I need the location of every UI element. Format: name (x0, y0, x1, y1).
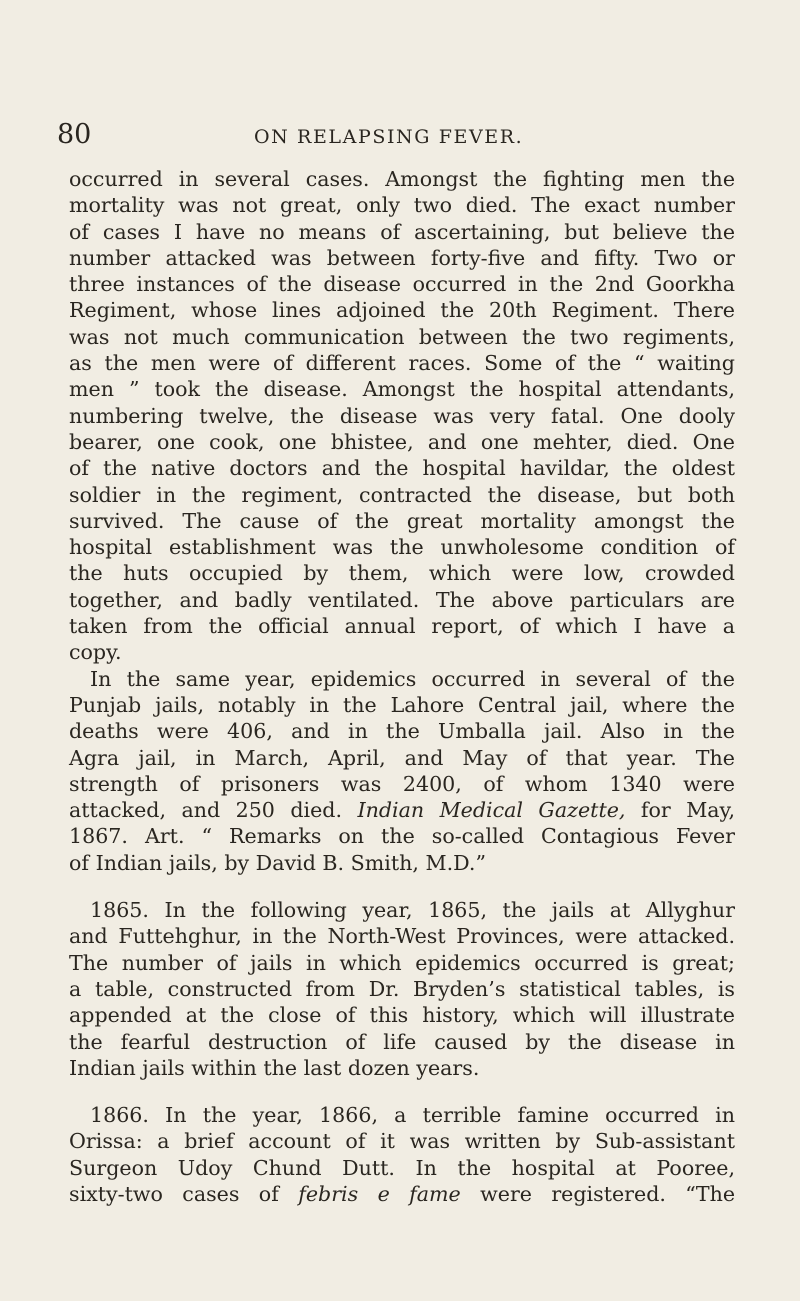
running-head: ON RELAPSING FEVER. (254, 126, 524, 148)
text-line: appended at the close of this history, which will illustrate (69, 1003, 735, 1028)
text-line: hospital establishment was the unwholesome condition of (69, 535, 735, 560)
paragraph-4 (69, 1102, 735, 1207)
text-fragment: for May, (640, 798, 735, 823)
text-line: Indian jails within the last dozen years. (69, 1055, 480, 1080)
text-fragment: were registered. “The (480, 1181, 736, 1206)
text-line: mortality was not great, only two died. The exact number (69, 193, 735, 218)
text-line: men ” took the disease. Amongst the hospital attendants, (69, 377, 735, 402)
text-line: Regiment, whose lines adjoined the 20th Regiment. There (69, 298, 735, 323)
text-line: copy. (69, 640, 122, 665)
text-line: Punjab jails, notably in the Lahore Central jail, where the (69, 692, 735, 717)
text-line: of cases I have no means of ascertaining, but believe the (69, 219, 735, 244)
text-line: Agra jail, in March, April, and May of that year. The (69, 745, 735, 770)
text-line: The number of jails in which epidemics occurred is great; (69, 950, 735, 975)
paragraph-3 (69, 897, 735, 1081)
text-line: three instances of the disease occurred in the 2nd Goorkha (69, 272, 735, 297)
text-fragment: attacked, and 250 died. (69, 798, 343, 823)
body-text (69, 166, 735, 1207)
text-line: numbering twelve, the disease was very fatal. One dooly (69, 403, 735, 428)
paragraph-gap (69, 876, 735, 897)
text-line: 1867. Art. “ Remarks on the so-called Contagious Fever (69, 824, 735, 849)
text-line (69, 1181, 735, 1207)
text-line: the fearful destruction of life caused by the disease in (69, 1029, 735, 1054)
text-line: 1866. In the year, 1866, a terrible famine occurred in (90, 1103, 735, 1128)
text-line: taken from the official annual report, of which I have a (69, 614, 735, 639)
text-line: 1865. In the following year, 1865, the jails at Allyghur (90, 898, 735, 923)
text-line: number attacked was between forty-five and fifty. Two or (69, 245, 735, 270)
text-line: occurred in several cases. Amongst the fighting men the (69, 167, 735, 191)
text-line: was not much communication between the two regiments, (69, 324, 735, 349)
page-number: 80 (57, 119, 92, 150)
text-line: deaths were 406, and in the Umballa jail. Also in the (69, 719, 735, 744)
paragraph-1 (69, 166, 735, 666)
text-line: of the native doctors and the hospital havildar, the oldest (69, 456, 735, 481)
text-fragment: sixty-two cases of (69, 1181, 279, 1206)
text-line: of Indian jails, by David B. Smith, M.D.” (69, 850, 486, 875)
text-line: Surgeon Udoy Chund Dutt. In the hospital at Pooree, (69, 1155, 735, 1180)
paragraph-gap (69, 1081, 735, 1102)
text-line: Orissa: a brief account of it was written by Sub-assistant (69, 1129, 735, 1154)
text-line: strength of prisoners was 2400, of whom 1340 were (69, 771, 735, 796)
text-line: bearer, one cook, one bhistee, and one mehter, died. One (69, 429, 735, 454)
text-line (69, 797, 735, 823)
text-line: a table, constructed from Dr. Bryden’s statistical tables, is (69, 976, 735, 1001)
text-line: and Futtehghur, in the North-West Provinces, were attacked. (69, 924, 735, 949)
text-line: as the men were of different races. Some of the “ waiting (69, 351, 735, 376)
journal-title: Indian Medical Gazette, (357, 798, 626, 823)
paragraph-2 (69, 666, 735, 876)
text-line: together, and badly ventilated. The above particulars are (69, 587, 735, 612)
text-line: In the same year, epidemics occurred in several of the (90, 666, 735, 691)
text-line: survived. The cause of the great mortality amongst the (69, 508, 735, 533)
text-line: the huts occupied by them, which were low, crowded (69, 561, 735, 586)
text-line: soldier in the regiment, contracted the disease, but both (69, 482, 735, 507)
latin-term: febris e fame (298, 1181, 461, 1206)
